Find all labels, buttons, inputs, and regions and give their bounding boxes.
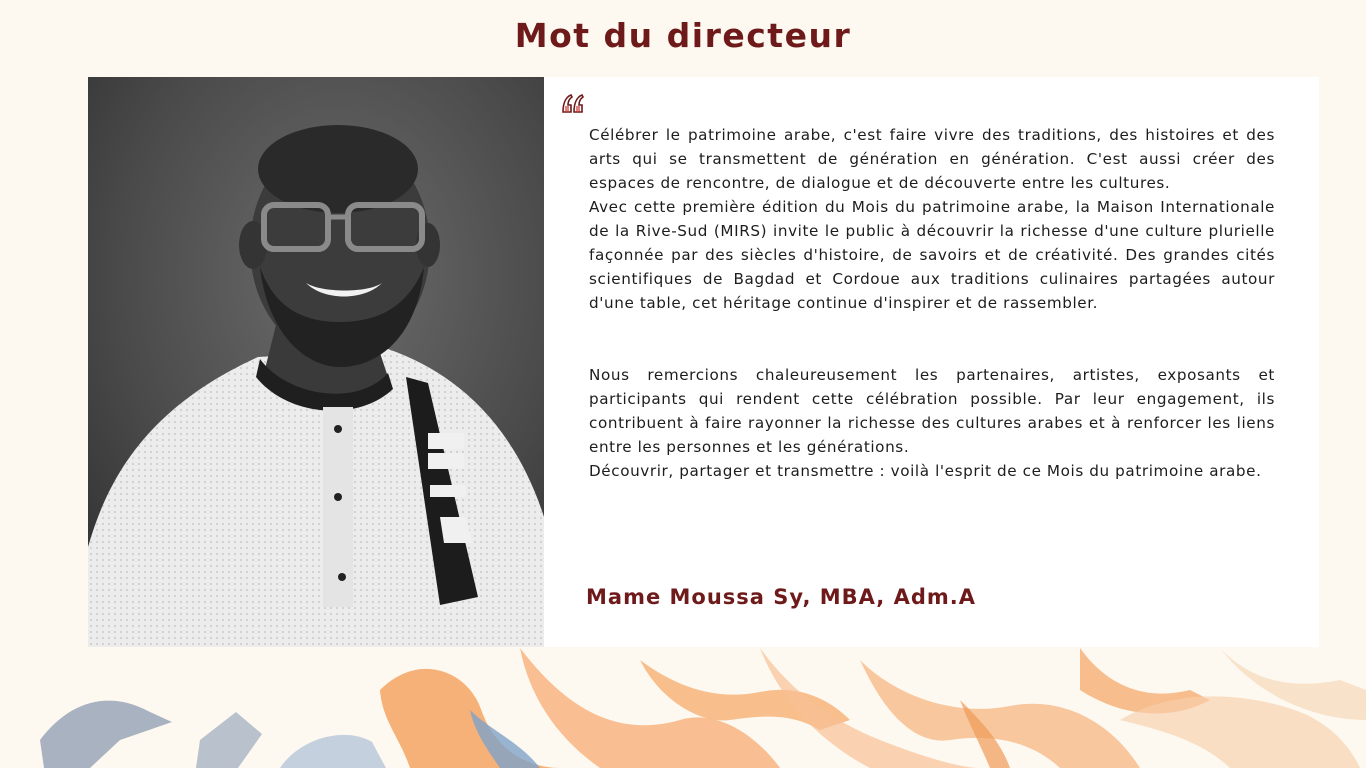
director-message-card [88, 77, 1319, 647]
quote-icon [561, 93, 585, 115]
director-message [589, 123, 1275, 483]
director-signature: Mame Moussa Sy, MBA, Adm.A [586, 585, 976, 609]
message-paragraph: Célébrer le patrimoine arabe, c'est faire vivre des traditions, des histoires et des arts qui se transmettent de génération en génération. C'est aussi créer des espaces de rencontre, de dialogue et de découverte entre les cultures. [589, 126, 1275, 192]
message-paragraph: Nous remercions chaleureusement les partenaires, artistes, exposants et participants qui rendent cette célébration possible. Par leur engagement, ils contribuent à faire rayonner la richesse des cultures arabes et à renforcer les liens entre les personnes et les générations. [589, 366, 1275, 456]
page-title: Mot du directeur [514, 16, 852, 55]
message-paragraph: Découvrir, partager et transmettre : voilà l'esprit de ce Mois du patrimoine arabe. [589, 462, 1262, 480]
director-photo [88, 77, 544, 647]
paragraph-spacer [589, 315, 1275, 363]
message-paragraph: Avec cette première édition du Mois du patrimoine arabe, la Maison Internationale de la Rive-Sud (MIRS) invite le public à découvrir la richesse d'une culture plurielle façonnée par des siècles d'histoire, de savoirs et de créativité. Des grandes cités scientifiques de Bagdad et Cordoue aux traditions culinaires partagées autour d'une table, cet héritage continue d'inspirer et de rassembler. [589, 198, 1275, 312]
